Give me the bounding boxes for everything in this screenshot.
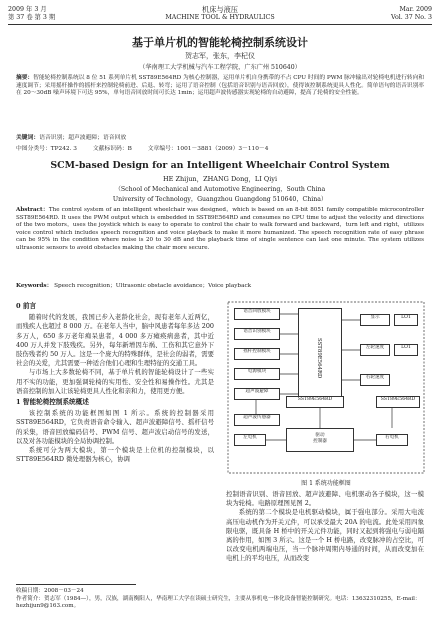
body-paragraph: 与市场上大多数轮椅不同，基于单片机的智能轮椅设计了一些实用不实的功能，更加强调轮椅的实用性、安全性和易操作性。尤其是语音控制的加入让该轮椅更具人性化和亲和力，使用更方便。	[16, 368, 214, 395]
keywords-cn	[16, 132, 424, 141]
left-wheel-speed-block: 左轮速度	[360, 344, 390, 356]
motor-driver-block	[286, 428, 354, 452]
voice-playback-block: 语音回放模块	[234, 308, 280, 320]
title-cn: 基于单片机的智能轮椅控制系统设计	[132, 36, 308, 49]
affiliation-en-line1: （School of Mechanical and Automotive Engineering，South China	[114, 186, 326, 193]
lo-right-block: LO1	[394, 344, 418, 356]
article-number: 文章编号：1001－3881（2009）3－110－4	[147, 146, 269, 152]
author-bio: 作者简介：贺志军（1984—），男，汉族，湖南衡阳人，华南理工大学在读硕士研究生，主要从事机电一体化设备智能控制研究。电话：13632310255，E-mail：hezhijun9@163.com。	[16, 595, 421, 610]
sst-right-block: SST89E564RD	[376, 396, 420, 408]
abstract-en-text: The control system of an intelligent wheelchair was designed，which is based on an 8-bit 8051 family compatible microcontroller SST89E564RD. It uses the PWM output which is embedded in SST89E564RD and consumes no CPU time to adjust the velocity and directions of the two motors，uses the joystick which is easy to operate to control the chair to walk forward and backward，turn left and right，utilizes voice control which includes speech recognition and voice playback to make it more humanized. The speech recognition rate of easy phrase can be 95% in the condition where noise is 20 to 30 dB and the playback time of single sentence can last one minute. The system utilizes ultrasonic sensors to avoid obstacles making the chair more secure.	[16, 207, 424, 251]
abstract-en	[16, 207, 424, 252]
abstract-cn	[16, 75, 424, 98]
abstract-cn-text: 智能轮椅控制系统以 8 位 51 系列单片机 SST89E564RD 为核心控制器，运用单片机自身携带的不占 CPU 时间的 PWM 脉冲输出对轮椅电机进行转向和速度调节；采用摇杆操作的摇杆来控制轮椅前进、后退、转弯；运用了语音控制（包括语音识别与语音回放），使得该控制系统更具人性化。简单语句的语音识别率在 20～30dB 噪声环境下可达 95%，单句语音回放时间可长达 1min；运用超声波传感器实现轮椅的自动避障，提高了轮椅的安全性能。	[16, 75, 425, 97]
system-block-diagram	[226, 300, 426, 475]
power-block: 电源模块	[234, 368, 280, 380]
header-rule	[8, 24, 432, 25]
ultrasonic-sensor-block: 超声波传感器	[234, 414, 280, 426]
keywords-en	[16, 280, 424, 289]
right-wheel-speed-block: 右轮速度	[360, 374, 390, 386]
clc-number: 中图分类号：TP242. 3	[16, 146, 77, 152]
sst-left-block: SST89E564RD	[286, 396, 344, 408]
right-motor-block: 右电机	[376, 434, 408, 446]
affiliation-cn: （华南理工大学机械与汽车工程学院，广东广州 510640）	[139, 64, 301, 71]
keywords-cn-text: 语音识别；超声波避障；语音回放	[39, 135, 127, 141]
controller-label: 控制器	[313, 438, 327, 444]
abstract-cn-label: 摘要：	[16, 75, 34, 81]
received-date: 收稿日期：2008－03－24	[16, 588, 84, 594]
header-left: 2009 年 3 月 第 37 卷 第 3 期	[8, 6, 56, 21]
joystick-block: 摇杆控制模块	[234, 348, 280, 360]
body-paragraph: 系统的第二个模块是电机驱动模块，属于强电部分。采用大电流高压电动机作为开关元件，可以承受最大 20A 的电流。此处采用四象限电驱，既具备 H 桥中的开关元件功能，同时又起到将强电与弱电隔离的作用，如图 3 所示。这是一个 H 桥电路，改变脉冲的占空比，可以改变电机两端电压，当一个脉冲周期内导通的时间，从而改变加在电机上的平均电压，从而改变	[226, 508, 424, 563]
keywords-en-text: Speech recognition；Ultrasonic obstacle avoidance；Voice playback	[54, 283, 252, 289]
body-paragraph: 系统可分为两大模块，第一个模块是上位机的控制模块，以 STT89E564RD 微处理器为核心，协调	[16, 446, 214, 464]
body-paragraph: 随着时代的发展，我国已步入老龄化社会，现有老年人近两亿，而残疾人也超过 8 000 万。在老年人当中，脑中风患者每年多达 200 多万人，650 多万老年痴呆患者，4 000 多万瘫痪病患者，其中近 400 万人并发下肢残疾。另外，每年新增因车祸、工伤和其它意外下肢伤残者约 50 万人。这是一个庞大的特殊群体，是社会的弱者，需要社会的关爱，尤其需要一种适合他们心理和生理特征的交通工具。	[16, 313, 214, 368]
figure-caption: 图 1 系统功能框图	[301, 480, 351, 487]
affiliation-en-line2: University of Technology，Guangzhou Guangdong 510640，China）	[112, 196, 328, 203]
keywords-cn-label: 关键词：	[16, 135, 40, 141]
header-right: Mar. 2009 Vol. 37 No. 3	[391, 6, 432, 21]
ultrasonic-block: 超声波避障	[234, 388, 280, 400]
display-block: 显示	[360, 314, 390, 326]
body-paragraph: 控制语音识别、语音回放、超声波避障、电机驱动各子模块，这一模块为轮椅。电路原理图见图 2。	[226, 490, 424, 508]
body-left-column	[16, 300, 214, 464]
section-heading-overview: 1 智能轮椅控制系统概述	[16, 398, 89, 407]
authors-en: HE Zhijun，ZHANG Dong，LI Qiyi	[162, 175, 278, 183]
authors-cn: 贺志军，张东，李杞仪	[185, 52, 255, 60]
footnote-rule	[16, 584, 136, 585]
body-paragraph: 该控制系统的功能框图如图 1 所示。系统的控制器采用 SST89E564RD，它负责语音命令输入、超声波避障信号、摇杆信号的采集，语音回放编码信号、PWM 信号、超声波启动信号的发送，以及对各功能模块的全局协调控制。	[16, 409, 214, 445]
footnote	[16, 588, 424, 611]
section-heading-intro: 0 前言	[16, 302, 37, 310]
keywords-en-label: Keywords：	[16, 283, 53, 289]
doc-code: 文献标识码：B	[92, 146, 132, 152]
left-motor-block: 左电机	[234, 434, 266, 446]
title-en: SCM-based Design for an Intelligent Wheelchair Control System	[50, 160, 390, 171]
mcu-block: SST89E564RD	[298, 308, 342, 408]
driver-label: 驱动	[315, 433, 325, 438]
abstract-en-label: Abstract：	[16, 207, 49, 213]
classification-line	[16, 143, 424, 152]
body-right-column	[226, 490, 424, 564]
header-center: 机床与液压 MACHINE TOOL & HYDRAULICS	[165, 5, 275, 21]
lo-left-block: LO1	[394, 314, 418, 326]
voice-recognition-block: 语音识别模块	[234, 328, 280, 340]
